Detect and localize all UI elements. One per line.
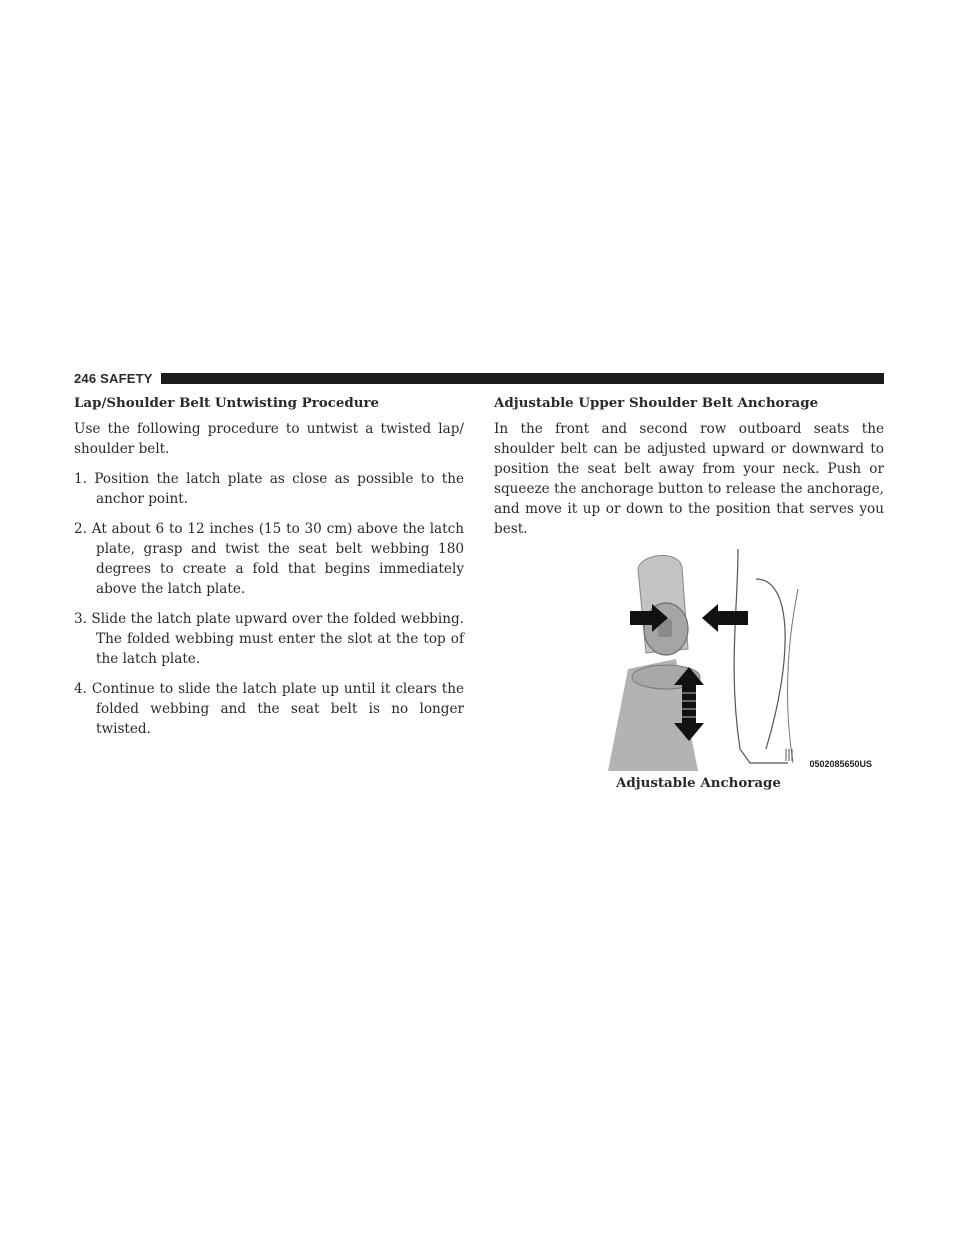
untwisting-procedure-heading: Lap/Shoulder Belt Untwisting Procedure <box>74 395 380 411</box>
anchorage-body: In the front and second row outboard seats the shoulder belt can be adjusted upward or downward to position the seat belt away from your neck. Push or squeeze the anchorage button to release the anchorage, and move it up or down to the position that serves you best. <box>494 421 884 537</box>
anchorage-illustration <box>588 549 878 771</box>
adjustable-anchorage-figure <box>588 549 878 771</box>
step-item: 2. At about 6 to 12 inches (15 to 30 cm) above the latch plate, grasp and twist the seat belt webbing 180 degrees to create a fold that begins immediately above the latch plate. <box>74 521 464 597</box>
left-column <box>74 392 464 749</box>
anchorage-heading: Adjustable Upper Shoulder Belt Anchorage <box>494 395 819 411</box>
page-number: 246 <box>74 370 97 386</box>
push-arrow-left-icon <box>702 604 748 632</box>
page-header <box>74 370 884 386</box>
step-item: 1. Position the latch plate as close as possible to the anchor point. <box>74 471 464 507</box>
figure-id: 0502085650US <box>809 759 872 769</box>
right-column <box>494 392 884 791</box>
header-rule <box>161 373 884 384</box>
untwisting-intro: Use the following procedure to untwist a twisted lap/ shoulder belt. <box>74 421 464 457</box>
step-item: 3. Slide the latch plate upward over the folded webbing. The folded webbing must enter the slot at the top of the latch plate. <box>74 611 464 667</box>
figure-caption: Adjustable Anchorage <box>616 775 781 791</box>
untwisting-steps <box>74 469 464 739</box>
step-item: 4. Continue to slide the latch plate up until it clears the folded webbing and the seat belt is no longer twisted. <box>74 681 464 737</box>
section-name: SAFETY <box>100 370 153 386</box>
page-number-section <box>74 371 153 386</box>
